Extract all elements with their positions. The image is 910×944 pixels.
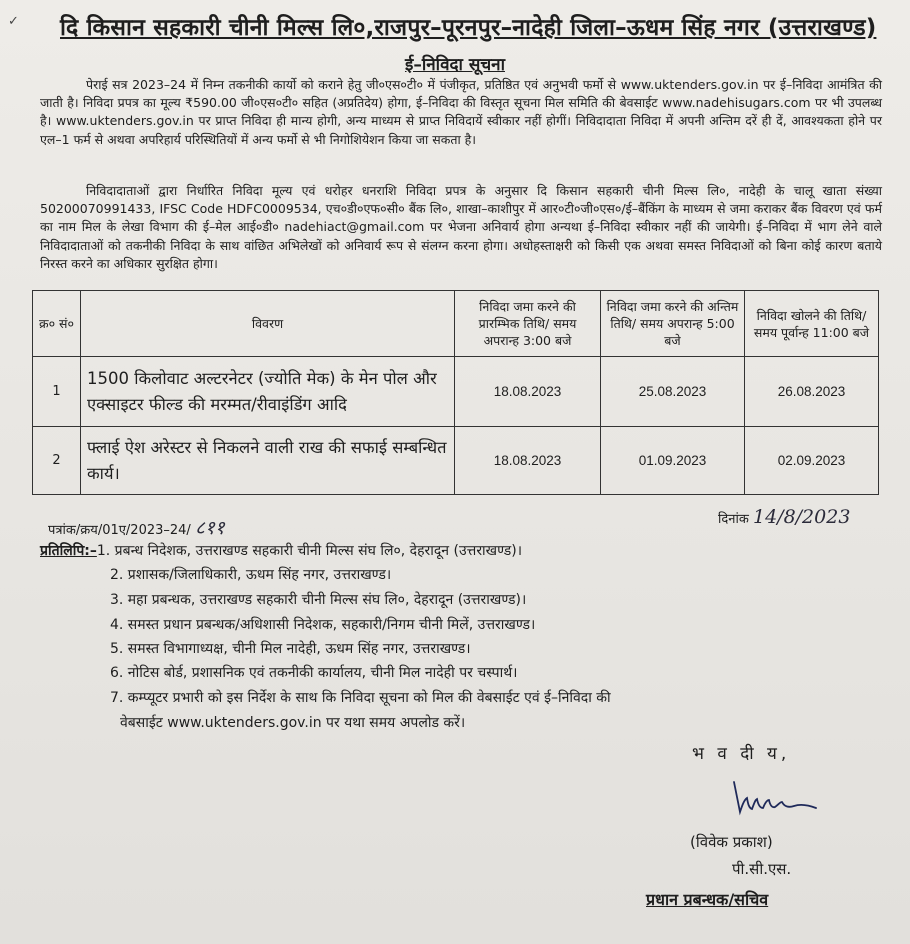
signatory-designation: प्रधान प्रबन्धक/सचिव bbox=[646, 890, 769, 909]
signature-icon bbox=[728, 778, 818, 822]
signatory-name: (विवेक प्रकाश) bbox=[690, 833, 773, 851]
header-serial: क्र० सं० bbox=[33, 291, 81, 357]
handwritten-date: 14/8/2023 bbox=[752, 506, 851, 528]
corner-mark-icon: ✓ bbox=[8, 14, 19, 29]
row-description: फ्लाई ऐश अरेस्टर से निकलने वाली राख की सफाई सम्बन्धित कार्य। bbox=[81, 427, 455, 495]
reference-date bbox=[718, 506, 850, 528]
copy-item: 2. प्रशासक/जिलाधिकारी, ऊधम सिंह नगर, उत्तराखण्ड। bbox=[110, 567, 392, 583]
document-title: दि किसान सहकारी चीनी मिल्स लि०,राजपुर–पूरनपुर–नादेही जिला–ऊधम सिंह नगर (उत्तराखण्ड) bbox=[60, 15, 877, 41]
row-last-date: 01.09.2023 bbox=[601, 427, 745, 495]
table-row bbox=[33, 357, 879, 427]
row-opening-date: 02.09.2023 bbox=[745, 427, 879, 495]
row-start-date: 18.08.2023 bbox=[455, 427, 601, 495]
header-description: विवरण bbox=[81, 291, 455, 357]
copy-item: 4. समस्त प्रधान प्रबन्धक/अधिशासी निदेशक, सहकारी/निगम चीनी मिलें, उत्तराखण्ड। bbox=[110, 617, 536, 633]
header-start-date: निविदा जमा करने की प्रारम्भिक तिथि/ समय अपरान्ह 3:00 बजे bbox=[455, 291, 601, 357]
header-opening-date: निविदा खोलने की तिथि/समय पूर्वान्ह 11:00 बजे bbox=[745, 291, 879, 357]
notice-paragraph-2: निविदादाताओं द्वारा निर्धारित निविदा मूल्य एवं धरोहर धनराशि निविदा प्रपत्र के अनुसार दि किसान सहकारी चीनी मिल्स लि०, नादेही के चालू खाता संख्या 50200070991433, IFSC Code HDFC0009534, एच०डी०एफ०सी० बैंक लि०, शाखा–काशीपुर में आर०टी०जी०एस०/ई–बैंकिंग के माध्यम से जमा कराकर बैंक विवरण एवं फर्म का नाम मिल के लेखा विभाग की ई–मेल आई०डी० nadehiact@gmail.com पर भेजना अनिवार्य होगा अन्यथा ई–निविदा स्वीकार नहीं की जायेगी। ई–निविदा में भाग लेने वाले निविदादाताओं को तकनीकी निविदा के साथ वांछित अभिलेखों को अनिवार्य रूप से संलग्न करना होगा। अधोहस्ताक्षरी को किसी एक अथवा समस्त निविदाओं को बिना कोई कारण बताये निरस्त करने का अधिकार सुरक्षित होगा। bbox=[40, 183, 882, 271]
reference-prefix: पत्रांक/क्रय/01ए/2023–24/ bbox=[48, 523, 191, 538]
table-row bbox=[33, 427, 879, 495]
row-start-date: 18.08.2023 bbox=[455, 357, 601, 427]
notice-paragraph-1: पेराई सत्र 2023–24 में निम्न तकनीकी कार्यो को कराने हेतु जी०एस०टी० में पंजीकृत, प्रतिष्ठित एवं अनुभवी फर्मो से www.uktenders.gov.in पर ई–निविदा आमंत्रित की जाती है। निविदा प्रपत्र का मूल्य ₹590.00 जी०एस०टी० सहित (अप्रतिदेय) होगा, ई–निविदा की विस्तृत सूचना मिल समिति की बेवसाईट www.nadehisugars.com पर भी उपलब्ध है। www.uktenders.gov.in पर प्राप्त निविदा ही मान्य होगी, अन्य माध्यम से प्राप्त निविदायें स्वीकार नहीं होगीं। निविदादाता निविदा में अपनी अन्तिम दरें ही दें, आवश्यकता होने पर एल–1 फर्म से अथवा अपरिहार्य परिस्थितियों में अन्य फर्मो से भी निगोशियेशन किया जा सकता है। bbox=[40, 77, 882, 147]
copy-to-label: प्रतिलिपि:– bbox=[40, 543, 97, 559]
reference-handwritten-number: ८११ bbox=[194, 517, 225, 539]
row-last-date: 25.08.2023 bbox=[601, 357, 745, 427]
copy-item: 3. महा प्रबन्धक, उत्तराखण्ड सहकारी चीनी मिल्स संघ लि०, देहरादून (उत्तराखण्ड)। bbox=[110, 592, 527, 608]
signatory-service: पी.सी.एस. bbox=[732, 860, 792, 878]
copy-item: 7. कम्प्यूटर प्रभारी को इस निर्देश के साथ कि निविदा सूचना को मिल की वेबसाईट एवं ई–निविदा की bbox=[110, 690, 611, 706]
reference-number bbox=[48, 514, 225, 540]
closing-salutation: भ व दी य, bbox=[692, 744, 791, 764]
row-description: 1500 किलोवाट अल्टरनेटर (ज्योति मेक) के मेन पोल और एक्साइटर फील्ड की मरम्मत/रीवाइंडिंग आदि bbox=[81, 357, 455, 427]
copy-item-continued: वेबसाईट www.uktenders.gov.in पर यथा समय अपलोड करें। bbox=[120, 715, 466, 731]
tender-table bbox=[32, 290, 879, 495]
copy-item: 5. समस्त विभागाध्यक्ष, चीनी मिल नादेही, ऊधम सिंह नगर, उत्तराखण्ड। bbox=[110, 641, 471, 657]
header-last-date: निविदा जमा करने की अन्तिम तिथि/ समय अपरान्ह 5:00 बजे bbox=[601, 291, 745, 357]
row-opening-date: 26.08.2023 bbox=[745, 357, 879, 427]
row-serial: 1 bbox=[33, 357, 81, 427]
row-serial: 2 bbox=[33, 427, 81, 495]
document-subtitle: ई–निविदा सूचना bbox=[404, 55, 505, 75]
copy-item: 6. नोटिस बोर्ड, प्रशासनिक एवं तकनीकी कार्यालय, चीनी मिल नादेही पर चस्पार्थ। bbox=[110, 665, 518, 681]
date-label: दिनांक bbox=[718, 512, 749, 527]
copy-item: 1. प्रबन्ध निदेशक, उत्तराखण्ड सहकारी चीनी मिल्स संघ लि०, देहरादून (उत्तराखण्ड)। bbox=[96, 543, 523, 559]
copy-to-heading bbox=[40, 541, 522, 560]
